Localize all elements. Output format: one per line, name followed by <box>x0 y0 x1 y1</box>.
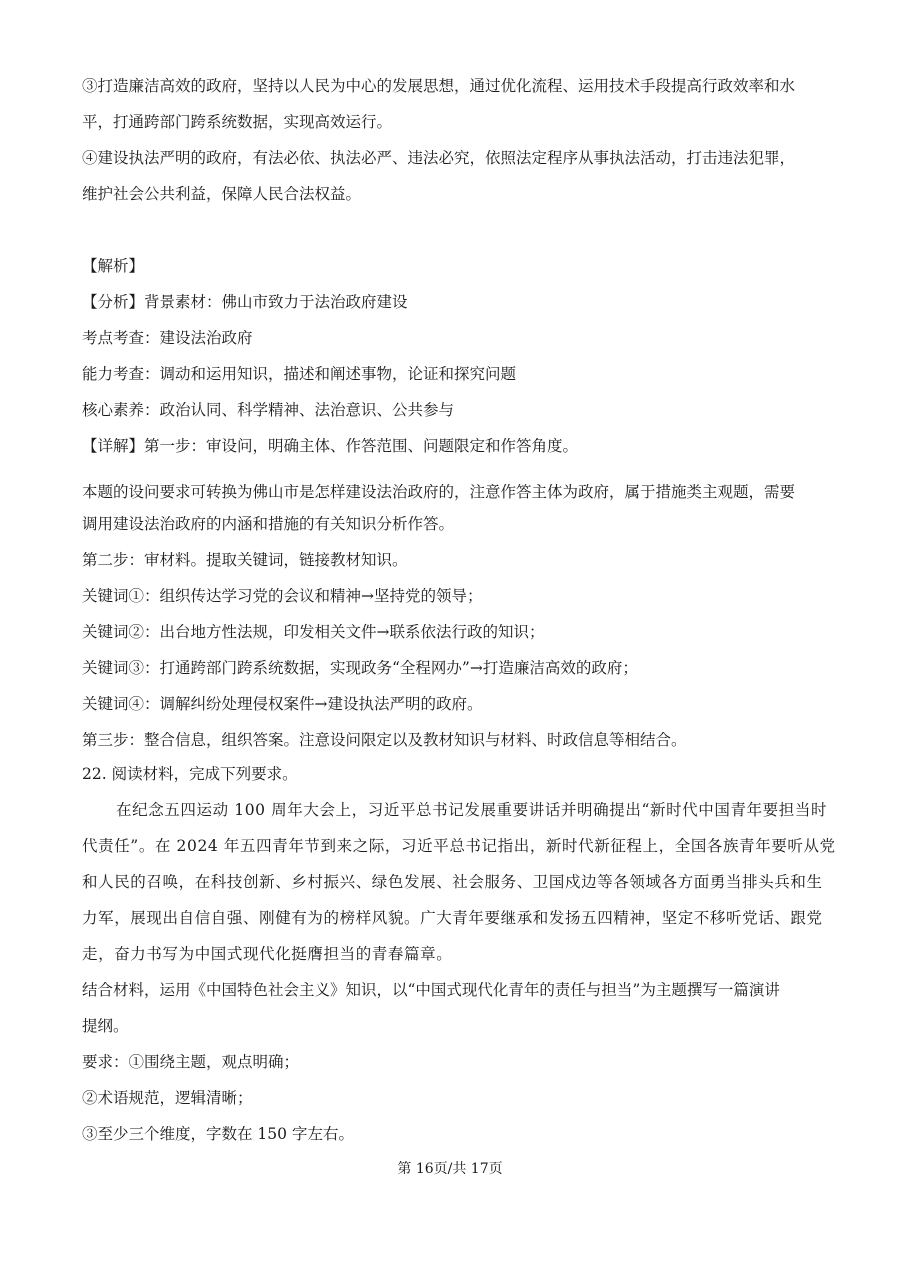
analysis-xiangjie: 【详解】第一步：审设问，明确主体、作答范围、问题限定和作答角度。 <box>82 437 579 455</box>
analysis-step2: 第二步：审材料。提取关键词，链接教材知识。 <box>82 551 408 569</box>
requirement-2: ②术语规范，逻辑清晰； <box>82 1089 253 1107</box>
analysis-kaodian: 考点考查：建设法治政府 <box>82 329 253 347</box>
analysis-nengli: 能力考查：调动和运用知识，描述和阐述事物，论证和探究问题 <box>82 365 517 383</box>
text-line: 平，打通跨部门跨系统数据，实现高效运行。 <box>82 113 393 131</box>
question-title: 22. 阅读材料，完成下列要求。 <box>82 765 298 783</box>
task-line: 结合材料，运用《中国特色社会主义》知识，以“中国式现代化青年的责任与担当”为主题撰写一篇演讲 <box>82 981 780 999</box>
text-line: ④建设执法严明的政府，有法必依、执法必严、违法必究，依照法定程序从事执法活动，打击违法犯罪， <box>82 149 796 167</box>
text-line: 维护社会公共利益，保障人民合法权益。 <box>82 185 362 203</box>
keyword-2: 关键词②：出台地方性法规，印发相关文件→联系依法行政的知识； <box>82 623 545 641</box>
text-line: 本题的设问要求可转换为佛山市是怎样建设法治政府的，注意作答主体为政府，属于措施类主观题，需要 <box>82 483 796 501</box>
text-line: ③打造廉洁高效的政府，坚持以人民为中心的发展思想，通过优化流程、运用技术手段提高行政效率和水 <box>82 77 796 95</box>
keyword-3: 关键词③：打通跨部门跨系统数据，实现政务“全程网办”→打造廉洁高效的政府； <box>82 659 638 677</box>
task-line: 提纲。 <box>82 1017 129 1035</box>
page-number: 第 16页/共 17页 <box>397 1161 503 1177</box>
analysis-step3: 第三步：整合信息，组织答案。注意设问限定以及教材知识与材料、时政信息等相结合。 <box>82 731 687 749</box>
requirement-1: 要求：①围绕主题，观点明确； <box>82 1053 300 1071</box>
text-line: 调用建设法治政府的内涵和措施的有关知识分析作答。 <box>82 515 455 533</box>
requirement-3: ③至少三个维度，字数在 150 字左右。 <box>82 1125 354 1143</box>
analysis-fenxi: 【分析】背景素材：佛山市致力于法治政府建设 <box>82 293 408 311</box>
keyword-4: 关键词④：调解纠纷处理侵权案件→建设执法严明的政府。 <box>82 695 483 713</box>
material-line: 走，奋力书写为中国式现代化挺膺担当的青春篇章。 <box>82 945 453 963</box>
analysis-heading: 【解析】 <box>82 257 145 275</box>
material-line: 力军，展现出自信自强、刚健有为的榜样风貌。广大青年要继承和发扬五四精神，坚定不移听党话、跟党 <box>82 909 823 927</box>
material-line: 在纪念五四运动 100 周年大会上，习近平总书记发展重要讲话并明确提出“新时代中国青年要担当时 <box>116 801 828 819</box>
analysis-suyang: 核心素养：政治认同、科学精神、法治意识、公共参与 <box>82 401 455 419</box>
keyword-1: 关键词①：组织传达学习党的会议和精神→坚持党的领导； <box>82 587 483 605</box>
material-line: 代责任”。在 2024 年五四青年节到来之际，习近平总书记指出，新时代新征程上，全国各族青年要听从党 <box>82 837 836 855</box>
material-line: 和人民的召唤，在科技创新、乡村振兴、绿色发展、社会服务、卫国戍边等各领域各方面勇当排头兵和生 <box>82 873 823 891</box>
